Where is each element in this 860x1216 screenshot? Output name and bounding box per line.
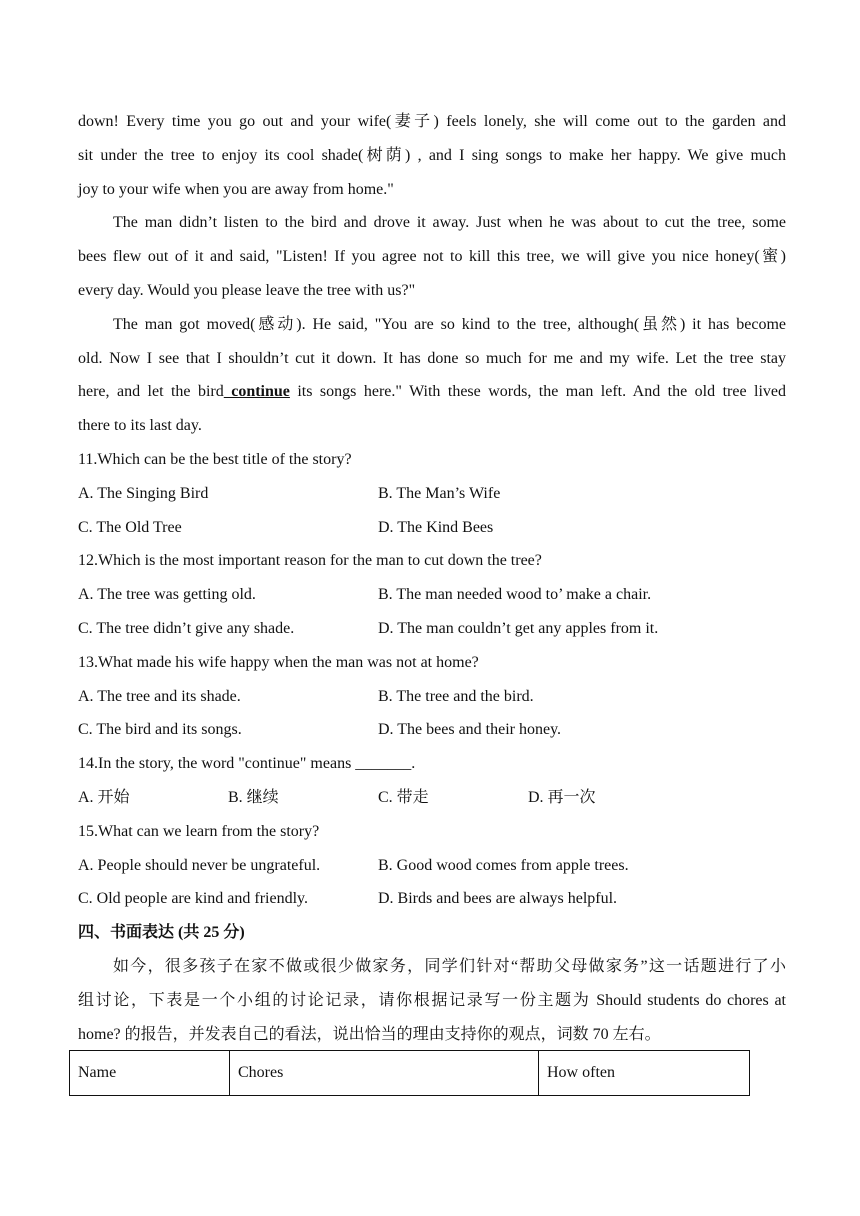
option-a: A. The Singing Bird: [78, 484, 209, 502]
question-13-options-row: [78, 713, 786, 747]
underlined-word-continue: continue: [223, 383, 290, 401]
option-d: D. Birds and bees are always helpful.: [378, 890, 618, 908]
option-b: B. The Man’s Wife: [378, 484, 501, 502]
passage-line: The man didn’t listen to the bird and drove it away. Just when he was about to cut the tree, some: [113, 214, 786, 232]
passage-line: down! Every time you go out and your wife(妻子) feels lonely, she will come out to the garden and: [78, 113, 786, 130]
header-name: Name: [70, 1051, 230, 1096]
option-a: A. The tree was getting old.: [78, 586, 256, 604]
passage-line: sit under the tree to enjoy its cool shade(树荫) , and I sing songs to make her happy. We give much: [78, 146, 786, 164]
passage-line: bees flew out of it and said, "Listen! If you agree not to kill this tree, we will give you nice honey(蜜): [78, 248, 786, 266]
header-how-often: How often: [539, 1051, 750, 1096]
passage-text: here, and let the bird: [78, 383, 224, 401]
option-b: B. 继续: [228, 788, 279, 806]
option-a: A. People should never be ungrateful.: [78, 856, 321, 874]
chores-table: [69, 1050, 750, 1096]
instruction-line: home? 的报告，并发表自己的看法，说出恰当的理由支持你的观点，词数 70 左右。: [78, 1025, 661, 1043]
option-b: B. The man needed wood to’ make a chair.: [378, 586, 652, 604]
question-15-options-row: [78, 882, 786, 916]
question-12-options-row: [78, 612, 786, 646]
passage-line: there to its last day.: [78, 417, 202, 435]
option-c: C. 带走: [378, 788, 429, 806]
passage-line: [78, 375, 786, 409]
question-14-options-row: [78, 781, 786, 815]
question-12-options-row: [78, 578, 786, 612]
passage-line: joy to your wife when you are away from home.": [78, 180, 394, 198]
passage-content: [78, 105, 786, 1051]
option-c: C. The tree didn’t give any shade.: [78, 619, 295, 637]
question-14-stem: 14.In the story, the word "continue" means _______.: [78, 755, 416, 773]
option-d: D. The man couldn’t get any apples from it.: [378, 619, 659, 637]
question-13-stem: 13.What made his wife happy when the man was not at home?: [78, 653, 479, 671]
question-12-stem: 12.Which is the most important reason for the man to cut down the tree?: [78, 552, 542, 570]
question-15-stem: 15.What can we learn from the story?: [78, 822, 320, 840]
instruction-line: 组讨论，下表是一个小组的讨论记录，请你根据记录写一份主题为 Should students do chores at: [78, 991, 786, 1009]
option-a: A. The tree and its shade.: [78, 687, 241, 705]
option-c: C. Old people are kind and friendly.: [78, 890, 309, 908]
option-c: C. The bird and its songs.: [78, 721, 242, 739]
passage-text: its songs here." With these words, the man left. And the old tree lived: [289, 383, 786, 401]
question-11-options-row: [78, 477, 786, 511]
question-15-options-row: [78, 849, 786, 883]
passage-line: The man got moved(感动). He said, "You are so kind to the tree, although(虽然) it has become: [113, 315, 786, 333]
table-header-row: [70, 1051, 750, 1096]
passage-line: every day. Would you please leave the tree with us?": [78, 281, 416, 299]
option-d: D. The Kind Bees: [378, 518, 494, 536]
question-11-stem: 11.Which can be the best title of the story?: [78, 450, 352, 468]
instruction-line: 如今，很多孩子在家不做或很少做家务，同学们针对“帮助父母做家务”这一话题进行了小: [113, 957, 786, 975]
option-a: A. 开始: [78, 788, 130, 806]
option-c: C. The Old Tree: [78, 518, 182, 536]
section-heading: 四、书面表达 (共 25 分): [78, 924, 245, 942]
option-d: D. The bees and their honey.: [378, 721, 562, 739]
passage-line: old. Now I see that I shouldn’t cut it down. It has done so much for me and my wife. Let the tree stay: [78, 349, 786, 367]
option-d: D. 再一次: [528, 788, 596, 806]
header-chores: Chores: [230, 1051, 539, 1096]
question-13-options-row: [78, 680, 786, 714]
question-11-options-row: [78, 511, 786, 545]
option-b: B. Good wood comes from apple trees.: [378, 856, 629, 874]
option-b: B. The tree and the bird.: [378, 687, 534, 705]
